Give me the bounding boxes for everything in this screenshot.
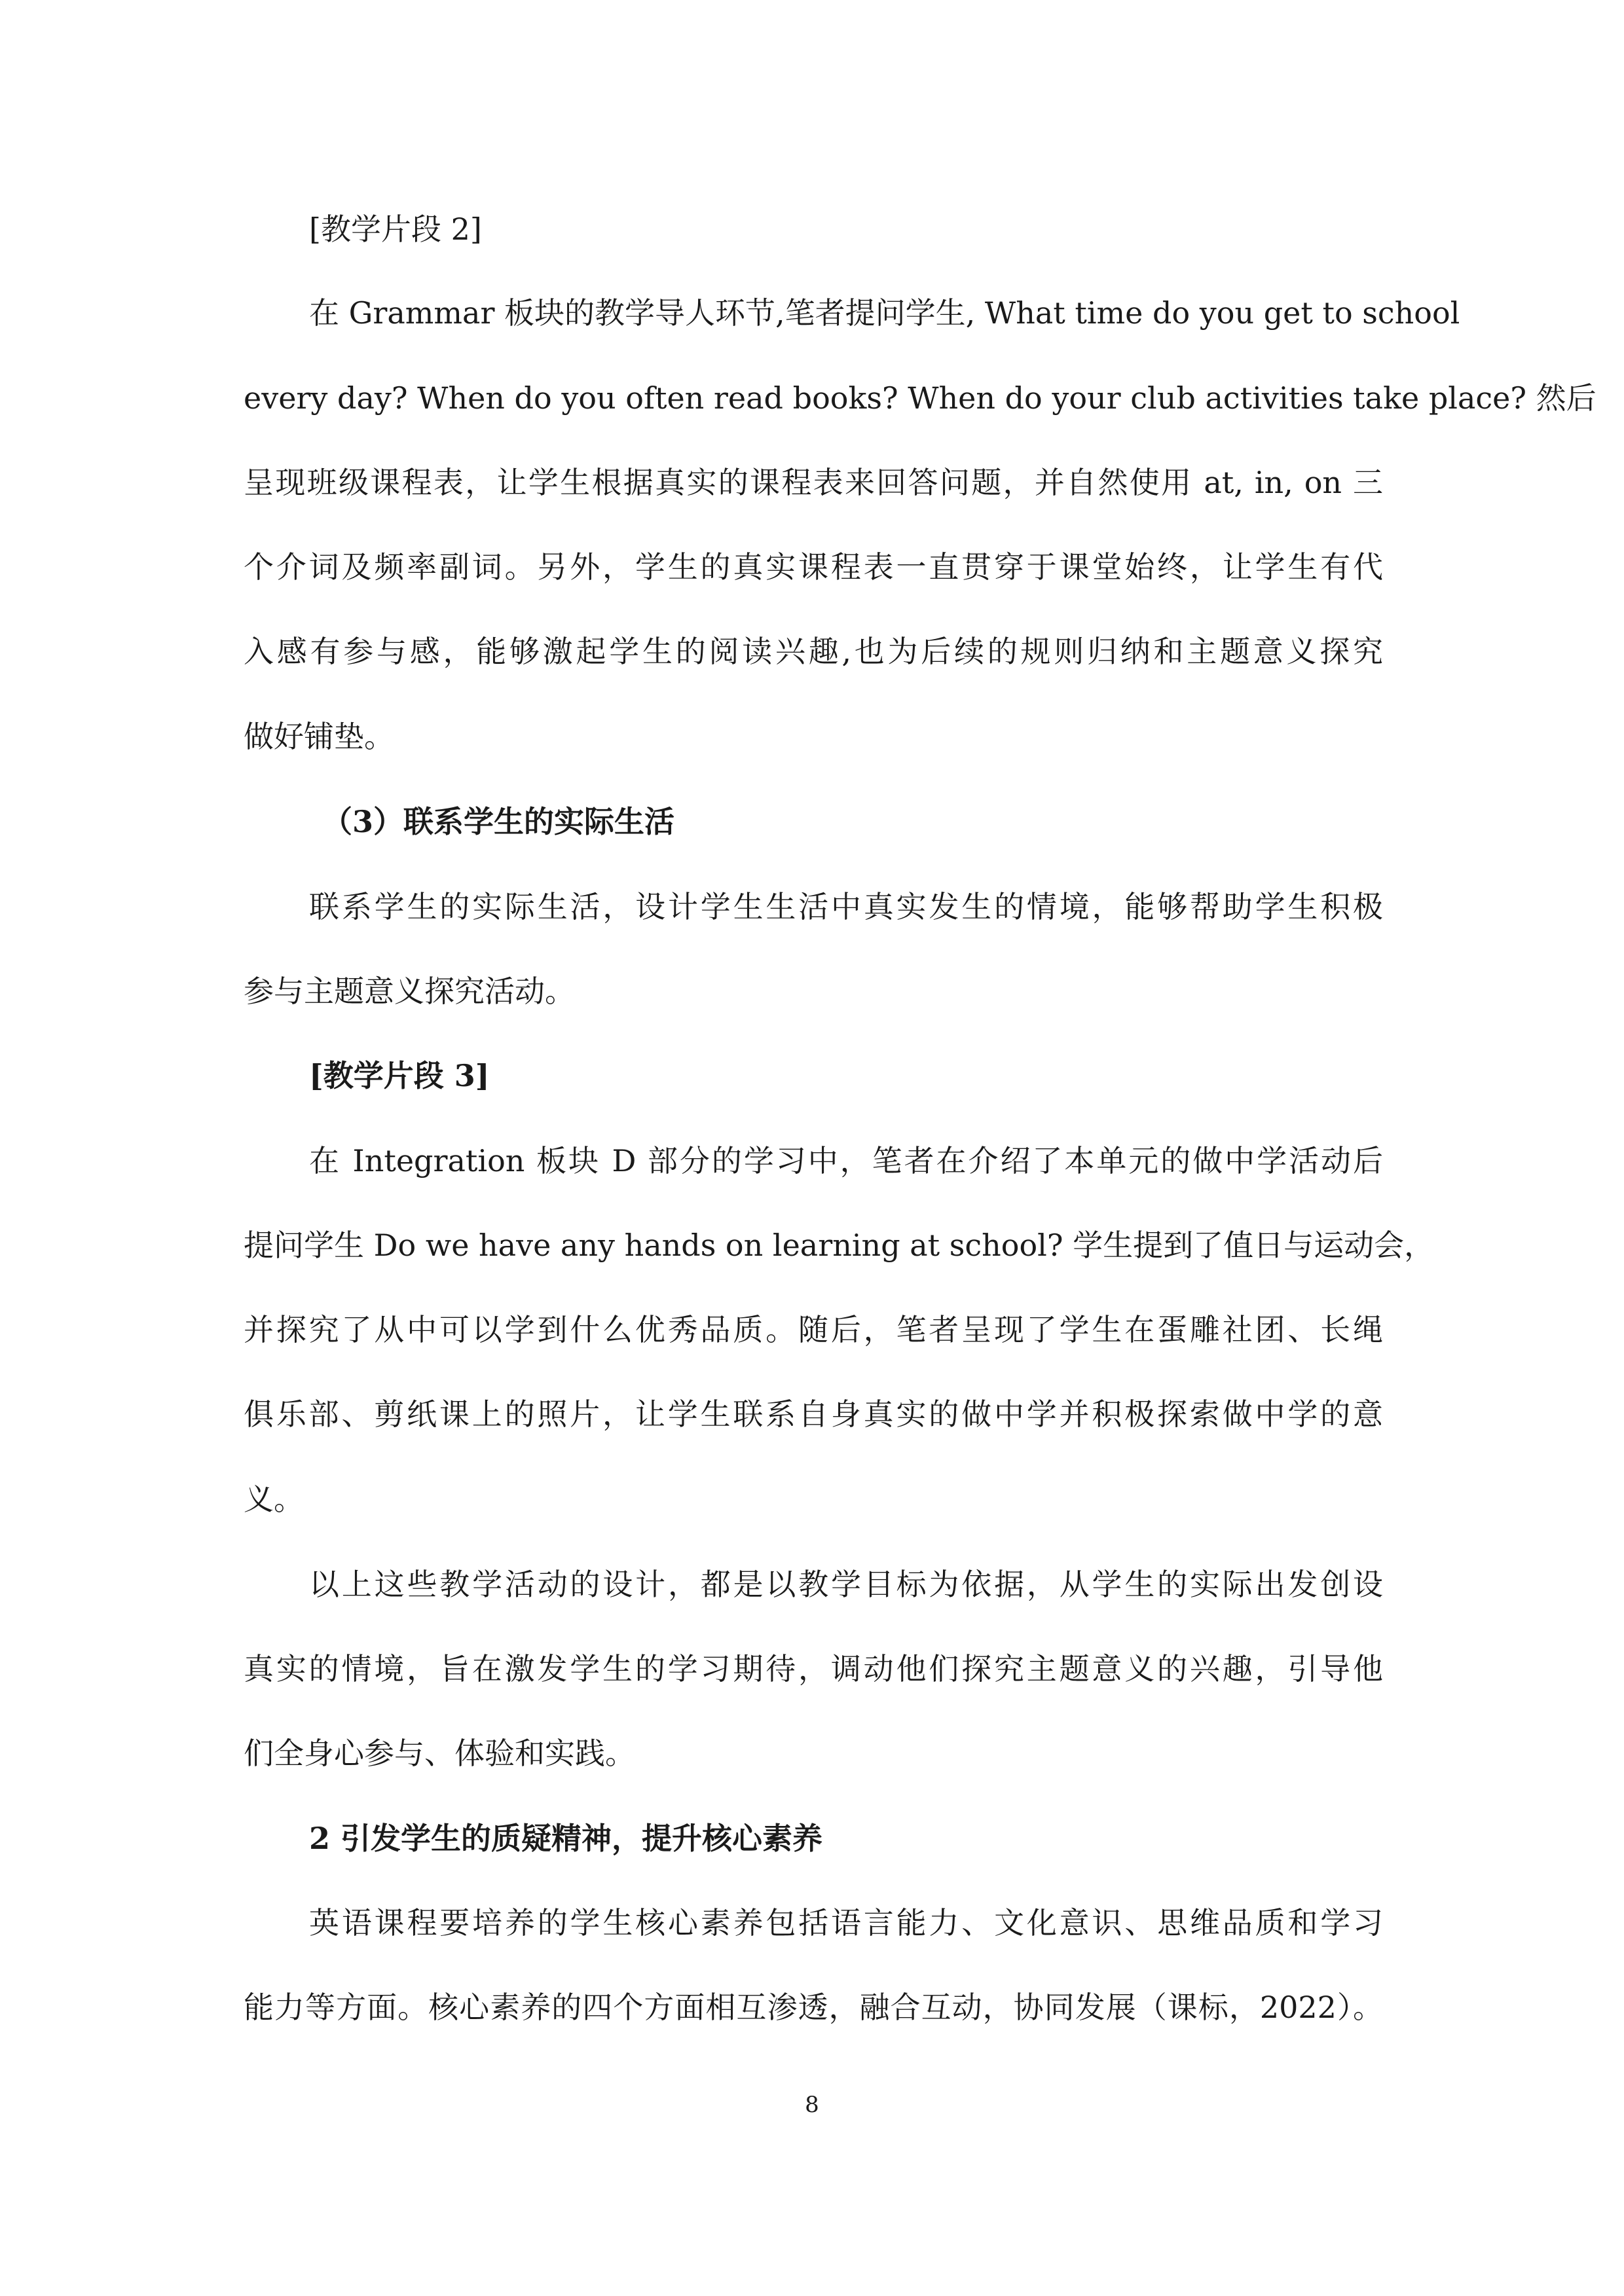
paragraph-line: 俱乐部、剪纸课上的照片，让学生联系自身真实的做中学并积极探索做中学的意 <box>244 1396 1383 1432</box>
excerpt-heading-2: [教学片段 2] <box>309 211 482 247</box>
paragraph-line: 义。 <box>244 1482 304 1517</box>
paragraph-line: 做好铺垫。 <box>244 719 394 754</box>
excerpt-heading-3: [教学片段 3] <box>309 1058 490 1093</box>
paragraph-line: 联系学生的实际生活，设计学生生活中真实发生的情境，能够帮助学生积极 <box>309 889 1383 924</box>
paragraph-line: 个介词及频率副词。另外，学生的真实课程表一直贯穿于课堂始终，让学生有代 <box>244 549 1383 585</box>
paragraph-line: 能力等方面。核心素养的四个方面相互渗透，融合互动，协同发展（课标，2022）。 <box>244 1990 1383 2025</box>
paragraph-line: 入感有参与感，能够激起学生的阅读兴趣,也为后续的规则归纳和主题意义探究 <box>244 634 1383 669</box>
paragraph-line: 提问学生 Do we have any hands on learning at school? 学生提到了值日与运动会， <box>244 1228 1435 1263</box>
page-number: 8 <box>805 2092 819 2118</box>
paragraph-line: 在 Grammar 板块的教学导人环节,笔者提问学生, What time do you get to school <box>309 295 1460 331</box>
paragraph-line: 以上这些教学活动的设计，都是以教学目标为依据，从学生的实际出发创设 <box>309 1567 1383 1602</box>
paragraph-line: 英语课程要培养的学生核心素养包括语言能力、文化意识、思维品质和学习 <box>309 1905 1383 1941</box>
paragraph-line: 们全身心参与、体验和实践。 <box>244 1736 635 1771</box>
paragraph-line: 真实的情境，旨在激发学生的学习期待，调动他们探究主题意义的兴趣，引导他 <box>244 1651 1383 1686</box>
paragraph-line: 呈现班级课程表，让学生根据真实的课程表来回答问题，并自然使用 at, in, on 三 <box>244 465 1383 500</box>
paragraph-line: every day? When do you often read books? When do your club activities take place? 然后 <box>244 380 1596 416</box>
section-heading: （3）联系学生的实际生活 <box>322 804 675 839</box>
paragraph-line: 在 Integration 板块 D 部分的学习中，笔者在介绍了本单元的做中学活动后 <box>309 1143 1383 1178</box>
paragraph-line: 并探究了从中可以学到什么优秀品质。随后，笔者呈现了学生在蛋雕社团、长绳 <box>244 1312 1383 1347</box>
paragraph-line: 参与主题意义探究活动。 <box>244 974 575 1009</box>
section-heading: 2 引发学生的质疑精神，提升核心素养 <box>309 1821 823 1856</box>
